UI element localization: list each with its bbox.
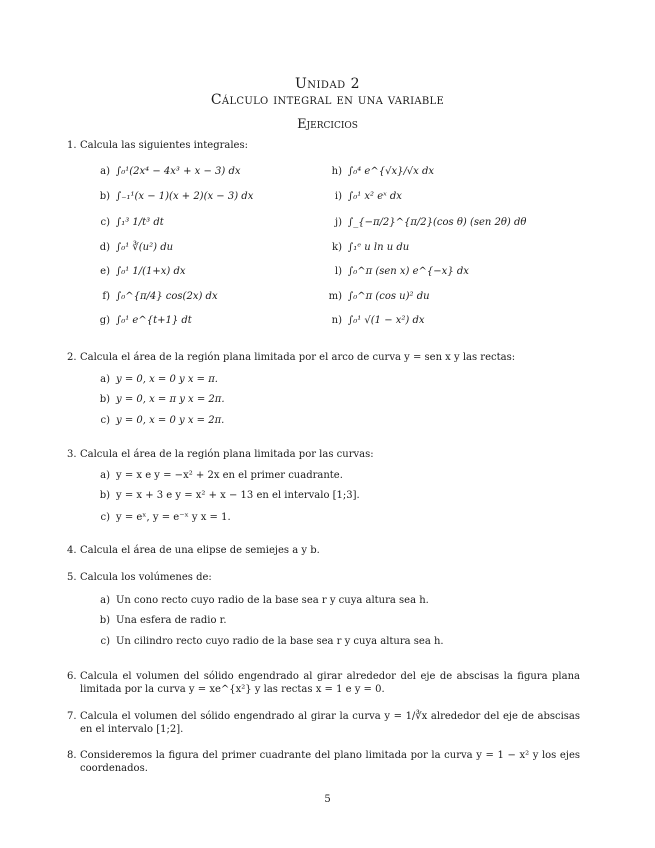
exercise-8-text: Consideremos la figura del primer cuadrante del plano limitada por la curva y = 1 − x² y los ejes coordenados. [80, 750, 580, 774]
integral-f: f) ∫₀^{π/4} cos(2x) dx [102, 291, 218, 302]
exercise-7-text: Calcula el volumen del sólido engendrado al girar la curva y = 1/∛x alrededor del eje de abscisas en el intervalo [1;2]. [80, 711, 580, 735]
section-title: Ejercicios [297, 117, 358, 132]
exercise-8-number: 8. [67, 750, 77, 761]
exercise-5-prompt: Calcula los volúmenes de: [80, 572, 212, 583]
exercise-3-number: 3. [67, 449, 77, 460]
exercise-5-number: 5. [67, 572, 77, 583]
ex3-item-c: c) y = eˣ, y = e⁻ˣ y x = 1. [100, 512, 231, 523]
ex2-item-b: b) y = 0, x = π y x = 2π. [99, 394, 225, 405]
integral-a: a) ∫₀¹(2x⁴ − 4x³ + x − 3) dx [100, 166, 241, 177]
exercise-7-number: 7. [67, 711, 77, 722]
ex5-item-a: a) Un cono recto cuyo radio de la base sea r y cuya altura sea h. [100, 595, 429, 606]
exercise-2-prompt: Calcula el área de la región plana limitada por el arco de curva y = sen x y las rectas: [80, 352, 516, 363]
exercise-4-text: Calcula el área de una elipse de semiejes a y b. [80, 545, 320, 556]
ex5-item-c: c) Un cilindro recto cuyo radio de la base sea r y cuya altura sea h. [100, 636, 444, 647]
unit-title: Unidad 2 [294, 76, 361, 92]
exercise-2-number: 2. [67, 352, 77, 363]
exercise-6-text: Calcula el volumen del sólido engendrado al girar alrededor del eje de abscisas la figura plana limitada por la curva y = xe^{x²} y las rectas x = 1 e y = 0. [80, 671, 580, 695]
exercise-1-number: 1. [67, 140, 77, 151]
ex5-item-b: b) Una esfera de radio r. [99, 615, 227, 626]
integral-e: e) ∫₀¹ 1/(1+x) dx [100, 266, 186, 277]
integral-b: b) ∫₋₁¹(x − 1)(x + 2)(x − 3) dx [99, 191, 254, 202]
integral-h: h) ∫₀⁴ e^{√x}/√x dx [331, 166, 435, 177]
integral-c: c) ∫₁³ 1/t³ dt [100, 217, 164, 228]
ex3-item-a: a) y = x e y = −x² + 2x en el primer cuadrante. [100, 470, 343, 481]
ex3-item-b: b) y = x + 3 e y = x² + x − 13 en el intervalo [1;3]. [99, 490, 360, 501]
exercise-3-prompt: Calcula el área de la región plana limitada por las curvas: [80, 449, 374, 460]
page-number: 5 [324, 794, 331, 805]
ex2-item-a: a) y = 0, x = 0 y x = π. [100, 374, 218, 385]
integral-i: i) ∫₀¹ x² eˣ dx [334, 191, 402, 202]
exercise-4-number: 4. [67, 545, 77, 556]
integral-j: j) ∫_{−π/2}^{π/2}(cos θ) (sen 2θ) dθ [334, 217, 527, 228]
integral-g: g) ∫₀¹ e^{t+1} dt [99, 315, 192, 326]
integral-k: k) ∫₁ᵉ u ln u du [332, 242, 410, 253]
integral-d: d) ∫₀¹ ∛(u²) du [99, 242, 174, 253]
ex2-item-c: c) y = 0, x = 0 y x = 2π. [100, 415, 225, 426]
topic-title: Cálculo integral en una variable [210, 92, 445, 108]
integral-n: n) ∫₀¹ √(1 − x²) dx [331, 315, 425, 326]
integral-m: m) ∫₀^π (cos u)² du [328, 291, 430, 302]
integral-l: l) ∫₀^π (sen x) e^{−x} dx [334, 266, 469, 277]
exercise-6-number: 6. [67, 671, 77, 682]
exercise-1-prompt: Calcula las siguientes integrales: [80, 140, 248, 151]
